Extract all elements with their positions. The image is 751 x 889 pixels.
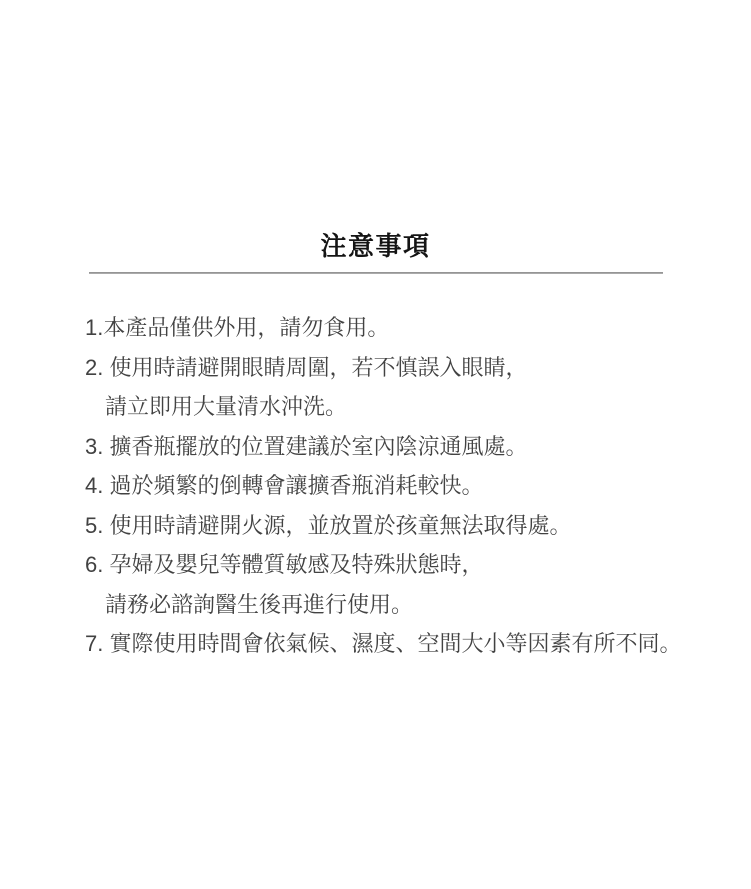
notice-line-continuation: 請務必諮詢醫生後再進行使用。 — [105, 591, 414, 617]
notice-line: 3. 擴香瓶擺放的位置建議於室內陰涼通風處。 — [85, 433, 528, 459]
title-divider — [89, 272, 663, 274]
notice-item-7 — [85, 624, 721, 664]
notice-line: 7. 實際使用時間會依氣候、濕度、空間大小等因素有所不同。 — [85, 631, 682, 656]
notice-item-4 — [85, 466, 721, 506]
notice-line: 1.本產品僅供外用，請勿食用。 — [85, 315, 390, 340]
notice-list — [85, 308, 721, 664]
notice-item-1 — [85, 308, 721, 348]
notice-line-continuation: 請立即用大量清水沖洗。 — [105, 394, 348, 419]
notice-line: 6. 孕婦及嬰兒等體質敏感及特殊狀態時， — [85, 552, 484, 577]
notice-item-2 — [85, 348, 721, 427]
page-title: 注意事項 — [320, 231, 431, 261]
notice-item-3 — [85, 427, 721, 467]
notice-line: 4. 過於頻繁的倒轉會讓擴香瓶消耗較快。 — [85, 473, 484, 498]
notice-item-5 — [85, 506, 721, 546]
notice-line: 2. 使用時請避開眼睛周圍，若不慎誤入眼睛， — [85, 354, 528, 380]
notice-item-6 — [85, 545, 721, 624]
notice-line: 5. 使用時請避開火源，並放置於孩童無法取得處。 — [85, 512, 572, 538]
